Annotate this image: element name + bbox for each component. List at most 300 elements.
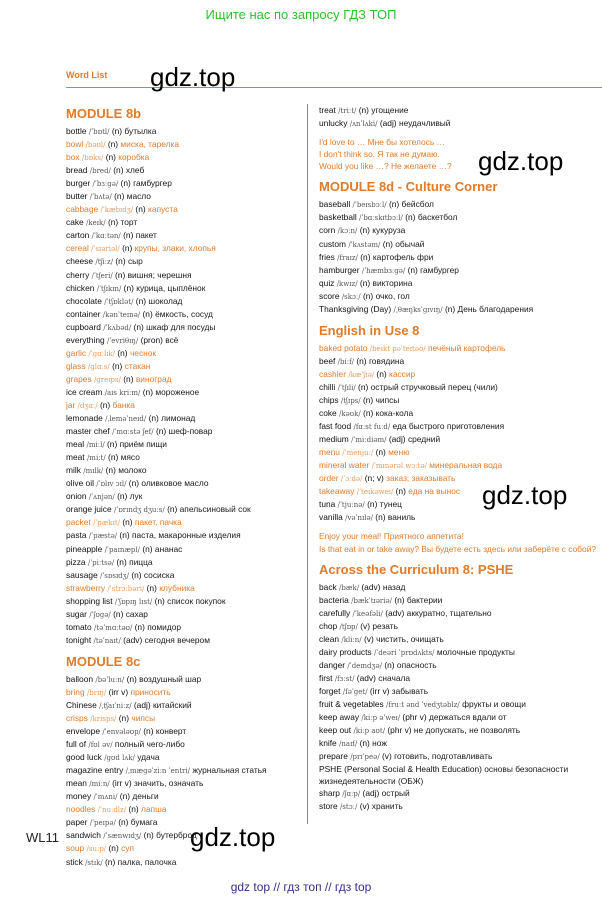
word-entry xyxy=(319,607,599,620)
transcription: /ˈtʃɪkɪn/ xyxy=(96,284,122,293)
transcription: /ˈɡɑːlɪk/ xyxy=(88,349,116,358)
translation: говядина xyxy=(368,355,405,366)
word: burger xyxy=(66,178,91,189)
transcription: /ˈmenjuː/ xyxy=(342,449,374,458)
word-entry xyxy=(66,138,302,151)
part-of-speech: (n) xyxy=(407,264,418,275)
transcription: /kwɪz/ xyxy=(336,279,358,288)
transcription: /ˈbɜːɡə/ xyxy=(92,180,119,189)
part-of-speech: (irr v) xyxy=(369,686,390,697)
transcription: /ˈmiːdiəm/ xyxy=(351,436,387,445)
part-of-speech: (irr v) xyxy=(108,686,129,697)
translation: банка xyxy=(112,399,135,410)
part-of-speech: (n) xyxy=(134,621,145,632)
word-entry xyxy=(319,407,599,420)
part-of-speech: (n) xyxy=(128,478,140,489)
part-of-speech: (n) xyxy=(143,726,154,737)
part-of-speech: (adv) xyxy=(361,581,381,592)
transcription: /təˈmɑːtəʊ/ xyxy=(93,623,133,632)
word: chocolate xyxy=(66,295,102,306)
translation: крупы, злаки, хлопья xyxy=(134,243,216,254)
entry-list xyxy=(66,125,302,647)
transcription: /ˈtʃeri/ xyxy=(91,271,113,280)
translation: картофель фри xyxy=(372,251,434,262)
transcription: /ˈsænwɪdʒ/ xyxy=(103,832,142,841)
part-of-speech: (n) xyxy=(114,191,125,202)
transcription: /ˈsɒsɪdʒ/ xyxy=(100,571,129,580)
part-of-speech: (n) xyxy=(384,659,395,670)
part-of-speech: (n) xyxy=(359,225,370,236)
word-entry xyxy=(66,386,302,399)
word: bacteria xyxy=(319,594,349,605)
part-of-speech: (v) xyxy=(382,751,392,762)
transcription: /prɪˈpeə/ xyxy=(350,753,380,762)
word: first xyxy=(319,672,333,683)
word: tonight xyxy=(66,634,92,645)
transcription: /ˈtʃɪli/ xyxy=(337,383,356,392)
part-of-speech: (n) xyxy=(143,830,154,841)
word: container xyxy=(66,308,101,319)
translation: бактерии xyxy=(406,594,443,605)
word: beef xyxy=(319,355,336,366)
part-of-speech: (n) xyxy=(362,290,374,301)
word-entry xyxy=(319,342,599,355)
translation: масло xyxy=(126,191,151,202)
part-of-speech: (n) xyxy=(107,139,119,150)
header-divider xyxy=(66,87,602,88)
phrase: I don't think so. Я так не думаю. xyxy=(319,149,440,160)
word-entry xyxy=(66,712,302,725)
word: fruit & vegetables xyxy=(319,699,384,710)
word: coke xyxy=(319,408,337,419)
word: master chef xyxy=(66,426,110,437)
transcription: /ˈmɪnərəl wɔːtə/ xyxy=(371,462,427,471)
part-of-speech: (n) xyxy=(167,504,178,515)
word: Thanksgiving (Day) xyxy=(319,303,392,314)
word-entry xyxy=(66,177,302,190)
translation: ёмкость, сосуд xyxy=(155,308,213,319)
translation: шоколад xyxy=(148,295,183,306)
word: baseball xyxy=(319,199,351,210)
word-entry xyxy=(319,264,599,277)
word-entry xyxy=(319,446,599,459)
word: noodles xyxy=(66,804,96,815)
word: shopping list xyxy=(66,595,113,606)
translation: китайский xyxy=(152,699,192,710)
watermark: gdz.top xyxy=(478,146,564,176)
translation: торт xyxy=(120,217,138,228)
word: tuna xyxy=(319,499,336,510)
translation: лук xyxy=(129,491,143,502)
transcription: /ˈevriθɪŋ/ xyxy=(106,336,139,345)
transcription: /ˈpiːtsə/ xyxy=(87,558,115,567)
transcription: /ˈpæstə/ xyxy=(88,532,118,541)
part-of-speech: (n) xyxy=(117,491,128,502)
word-entry xyxy=(66,425,302,438)
transcription: /ˈʃʊɡə/ xyxy=(89,610,111,619)
word-entry xyxy=(66,360,302,373)
translation: меню xyxy=(388,447,410,458)
watermark: gdz.top xyxy=(150,62,236,92)
transcription: /fraɪz/ xyxy=(337,253,358,262)
word-entry xyxy=(66,438,302,451)
word: bottle xyxy=(66,126,87,136)
translation: обычай xyxy=(395,238,425,249)
word-entry xyxy=(66,634,302,647)
translation: значить, означать xyxy=(133,778,204,789)
word: store xyxy=(319,801,338,812)
transcription: /ˌleməˈneɪd/ xyxy=(105,415,147,424)
part-of-speech: (n) xyxy=(108,452,119,463)
entry-list xyxy=(319,342,599,525)
transcription: /tʃɒp/ xyxy=(339,622,358,631)
word: cashier xyxy=(319,368,346,379)
transcription: /ˈmʌni/ xyxy=(93,793,118,802)
part-of-speech: (n) xyxy=(142,543,153,554)
part-of-speech: (n) xyxy=(107,439,118,450)
transcription: /kiːp əˈweɪ/ xyxy=(361,714,401,723)
transcription: /triːt/ xyxy=(338,107,357,115)
translation: бутерброд xyxy=(156,830,197,841)
word-entry xyxy=(66,529,302,542)
translation: виноград xyxy=(135,373,172,384)
word-entry xyxy=(66,764,302,777)
part-of-speech: (n) xyxy=(107,217,119,228)
translation: кассир xyxy=(388,368,416,379)
part-of-speech: (adj) xyxy=(362,788,380,799)
part-of-speech: (n) xyxy=(111,126,123,136)
word-entry xyxy=(66,595,302,608)
part-of-speech: (n) xyxy=(356,355,367,366)
word-entry xyxy=(66,738,302,751)
word-entry xyxy=(66,543,302,556)
word: score xyxy=(319,290,340,301)
transcription: /ˌmæɡəˈziːn ˈentri/ xyxy=(125,767,190,776)
word-entry xyxy=(66,477,302,490)
translation: мороженое xyxy=(155,386,200,397)
word-entry xyxy=(319,711,599,724)
part-of-speech: (n) xyxy=(99,399,111,410)
word: butter xyxy=(66,191,88,202)
word-entry xyxy=(66,503,302,516)
word: envelope xyxy=(66,726,100,737)
transcription: /stɪk/ xyxy=(85,858,103,867)
word: tomato xyxy=(66,621,92,632)
translation: минеральная вода xyxy=(429,460,503,471)
translation: гамбургер xyxy=(133,178,172,189)
word: bring xyxy=(66,686,85,697)
word-entry xyxy=(66,203,302,216)
translation: сыр xyxy=(127,256,143,267)
transcription: /naɪf/ xyxy=(339,740,358,749)
word: onion xyxy=(66,491,87,502)
translation: печёный картофель xyxy=(428,342,506,353)
word: strawberry xyxy=(66,582,106,593)
translation: полный чего-либо xyxy=(114,739,185,750)
part-of-speech: (n) xyxy=(118,713,129,724)
part-of-speech: (n) xyxy=(359,738,370,749)
transcription: /ˈtjuːnə/ xyxy=(337,501,365,510)
word: prepare xyxy=(319,751,348,762)
word: full of xyxy=(66,739,87,750)
word: jar xyxy=(66,399,76,410)
translation: стакан xyxy=(124,360,151,371)
transcription: /kəʊk/ xyxy=(339,410,361,419)
word: milk xyxy=(66,465,81,476)
word-entry xyxy=(319,211,599,224)
transcription: /ˈkæbɪdʒ/ xyxy=(100,206,134,215)
transcription: /kæˈʃɪə/ xyxy=(348,370,375,379)
word-entry xyxy=(66,490,302,503)
word-entry xyxy=(319,224,599,237)
transcription: /kiːp aʊt/ xyxy=(353,727,386,736)
translation: курица, цыплёнок xyxy=(136,282,206,293)
word-entry xyxy=(66,569,302,582)
transcription: /ˈenvələʊp/ xyxy=(102,728,141,737)
word-entry xyxy=(66,347,302,360)
translation: опасность xyxy=(396,659,437,670)
word: vanilla xyxy=(319,512,343,523)
part-of-speech: (adv) xyxy=(385,607,405,618)
translation: лимонад xyxy=(161,413,196,424)
transcription: /miːl/ xyxy=(86,441,105,450)
word: chicken xyxy=(66,282,95,293)
translation: фрукты и овощи xyxy=(462,699,526,710)
translation: ананас xyxy=(154,543,183,554)
word: everything xyxy=(66,334,105,345)
translation: молочные продукты xyxy=(436,646,515,657)
translation: приносить xyxy=(130,686,171,697)
translation: чеснок xyxy=(129,347,157,358)
word-entry xyxy=(319,698,599,711)
translation: конверт xyxy=(155,726,187,737)
word-entry xyxy=(319,394,599,407)
word-entry xyxy=(66,242,302,255)
word-entry xyxy=(319,800,599,813)
part-of-speech: (n) xyxy=(367,499,378,510)
transcription: /ɡreɪps/ xyxy=(93,375,121,384)
transcription: /ˈkʌbəd/ xyxy=(103,323,132,332)
watermark: gdz.top xyxy=(482,480,568,510)
transcription: /kɔːn/ xyxy=(337,227,358,236)
part-of-speech: (n) xyxy=(405,212,416,223)
search-banner[interactable]: Ищите нас по запросу ГДЗ ТОП xyxy=(205,7,397,22)
translation: заказ; заказывать xyxy=(386,473,456,484)
transcription: /ɡʊd lʌk/ xyxy=(104,754,135,763)
word: cupboard xyxy=(66,321,101,332)
part-of-speech: (adv) xyxy=(356,672,376,683)
transcription: /kliːn/ xyxy=(341,635,362,644)
word-entry xyxy=(319,238,599,251)
transcription: /ɡlɑːs/ xyxy=(87,362,110,371)
word-entry xyxy=(66,556,302,569)
translation: очко, гол xyxy=(375,290,410,301)
word: sharp xyxy=(319,788,340,799)
word-entry xyxy=(66,516,302,529)
word: fast food xyxy=(319,421,352,432)
word: sugar xyxy=(66,608,87,619)
translation: нож xyxy=(372,738,387,749)
word: order xyxy=(319,473,339,484)
word: meat xyxy=(66,452,85,463)
translation: паста, макаронные изделия xyxy=(131,530,241,541)
word-entry xyxy=(319,659,599,672)
word-entry xyxy=(66,699,302,712)
word-entry xyxy=(319,672,599,685)
part-of-speech: (v) xyxy=(360,620,370,631)
part-of-speech: (n) xyxy=(388,199,400,210)
part-of-speech: (adj) xyxy=(388,434,406,445)
transcription: /vəˈnɪlə/ xyxy=(345,514,373,523)
transcription: /dʒɑː/ xyxy=(77,401,98,410)
word-entry xyxy=(319,472,599,485)
word: packet xyxy=(66,517,91,528)
transcription: /biːf/ xyxy=(337,357,355,366)
word: medium xyxy=(319,434,349,445)
transcription: /kənˈteɪnə/ xyxy=(102,310,141,319)
translation: неудачливый xyxy=(398,118,451,129)
part-of-speech: (n) xyxy=(155,426,167,437)
part-of-speech: (n) xyxy=(395,486,406,497)
part-of-speech: (n) xyxy=(362,394,374,405)
word-entry xyxy=(319,277,599,290)
part-of-speech: (v) xyxy=(359,801,370,812)
word: back xyxy=(319,581,337,592)
translation: воздушный шар xyxy=(139,673,202,684)
transcription: /ˈbʌtə/ xyxy=(89,193,112,202)
word: unlucky xyxy=(319,118,348,129)
part-of-speech: (n) xyxy=(119,530,130,541)
part-of-speech: (n) xyxy=(142,308,153,319)
phrase: Enjoy your meal! Приятного аппетита! xyxy=(319,531,464,542)
translation: держаться вдали от xyxy=(428,712,507,723)
part-of-speech: (n) xyxy=(382,238,393,249)
part-of-speech: (n) xyxy=(120,178,131,189)
translation: оливковое масло xyxy=(141,478,209,489)
word: pasta xyxy=(66,530,87,541)
transcription: /ˈnuːdlz/ xyxy=(97,806,127,815)
word-entry xyxy=(66,725,302,738)
section-title: Across the Curriculum 8: PSHE xyxy=(319,561,514,577)
transcription: /ˈɒlɪv ɔɪl/ xyxy=(96,480,127,489)
part-of-speech: (n) xyxy=(394,594,405,605)
translation: тунец xyxy=(379,499,402,510)
word: cake xyxy=(66,217,84,228)
word-entry xyxy=(66,399,302,412)
word: crisps xyxy=(66,713,88,724)
transcription: /miːt/ xyxy=(86,454,106,463)
part-of-speech: (n) xyxy=(126,673,137,684)
translation: аккуратно, тщательно xyxy=(406,607,492,618)
part-of-speech: (n) xyxy=(122,243,133,254)
word-entry xyxy=(319,511,599,524)
translation: острый стручковый перец (чили) xyxy=(370,381,498,392)
transcription: /fruːt ənd ˈvedʒtəblz/ xyxy=(386,701,460,710)
part-of-speech: (n) xyxy=(142,386,153,397)
translation: клубника xyxy=(159,582,195,593)
word: basketball xyxy=(319,212,357,223)
word: quiz xyxy=(319,277,335,288)
word: dairy products xyxy=(319,646,372,657)
transcription: /stɔː/ xyxy=(339,803,358,812)
word: chips xyxy=(319,394,339,405)
translation: забывать xyxy=(391,686,429,697)
part-of-speech: (n) xyxy=(376,368,387,379)
transcription: /ˈteɪkəweɪ/ xyxy=(356,488,394,497)
part-of-speech: (n) xyxy=(358,381,369,392)
word-entry xyxy=(319,198,599,211)
word: treat xyxy=(319,105,336,115)
word-entry xyxy=(66,816,302,829)
phrase: I'd love to … Мне бы хотелось … xyxy=(319,137,445,148)
word-entry xyxy=(66,686,302,699)
word: takeaway xyxy=(319,486,355,497)
word-entry xyxy=(319,685,599,698)
word-entry xyxy=(66,582,302,595)
section-title: English in Use 8 xyxy=(319,322,420,338)
translation: День благодарения xyxy=(457,303,534,314)
translation: бумага xyxy=(130,817,158,828)
word-entry xyxy=(319,498,599,511)
transcription: /suːp/ xyxy=(86,845,107,854)
word-entry xyxy=(319,104,599,117)
part-of-speech: (n) xyxy=(108,843,119,854)
part-of-speech: (n) xyxy=(115,269,126,280)
word: paper xyxy=(66,817,88,828)
word-entry xyxy=(319,633,599,646)
part-of-speech: (n) xyxy=(113,165,124,176)
part-of-speech: (n) xyxy=(135,204,146,215)
word-entry xyxy=(66,164,302,177)
part-of-speech: (n) xyxy=(113,608,124,619)
word-entry xyxy=(66,125,302,138)
phrase-list xyxy=(319,136,599,172)
translation: назад xyxy=(382,581,406,592)
transcription: /ˈkeəfəli/ xyxy=(352,609,383,618)
footer-links[interactable]: gdz top // гдз топ // гдз top xyxy=(230,880,372,894)
part-of-speech: (n) xyxy=(146,582,157,593)
phrase-list xyxy=(319,530,599,554)
word: lemonade xyxy=(66,413,103,424)
part-of-speech: (n) xyxy=(123,282,134,293)
word: sandwich xyxy=(66,830,101,841)
word-entry xyxy=(66,282,302,295)
translation: журнальная статья xyxy=(192,765,267,776)
word-entry xyxy=(319,750,599,763)
entry-list xyxy=(319,581,599,814)
word-entry xyxy=(319,581,599,594)
transcription: /bækˈtɪəriə/ xyxy=(351,596,392,605)
part-of-speech: (pron) xyxy=(140,334,163,345)
transcription: /fɜːst/ xyxy=(334,674,355,683)
word-entry xyxy=(66,856,302,869)
word-entry xyxy=(319,737,599,750)
right-column xyxy=(319,104,599,813)
transcription: /fɑːst fuːd/ xyxy=(353,423,391,432)
word: Chinese xyxy=(66,699,97,710)
word: meal xyxy=(66,439,85,450)
translation: апельсиновый сок xyxy=(179,504,251,515)
transcription: /ˈɔːdə/ xyxy=(340,475,363,484)
translation: основы безопасности жизнедеятельности (ОБЖ) xyxy=(319,764,569,787)
transcription: /miːn/ xyxy=(89,780,110,789)
word-entry xyxy=(319,251,599,264)
translation: не допускать, не позволять xyxy=(413,725,521,736)
word: menu xyxy=(319,447,340,458)
part-of-speech: (n) xyxy=(116,556,127,567)
word-list-heading: Word List xyxy=(66,70,108,80)
word-entry xyxy=(66,269,302,282)
